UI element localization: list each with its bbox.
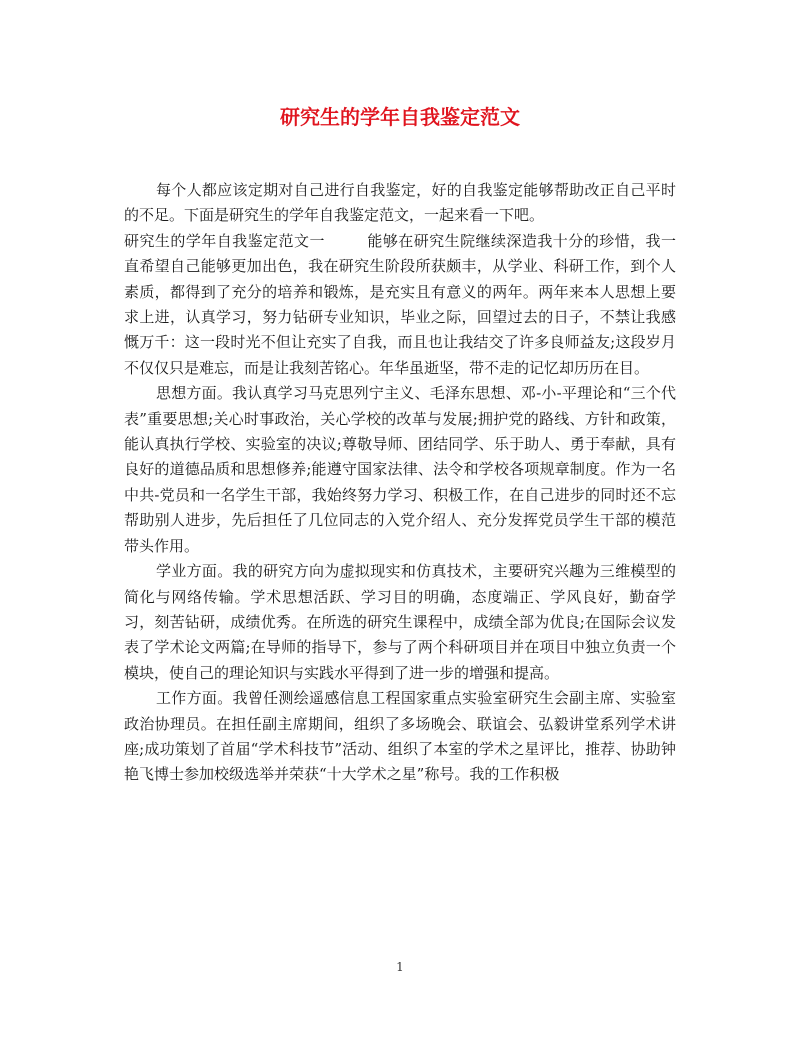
intro-paragraph: 每个人都应该定期对自己进行自我鉴定，好的自我鉴定能够帮助改正自己平时的不足。下面是研究生的学年自我鉴定范文，一起来看一下吧。 [124, 181, 676, 225]
sample-heading: 研究生的学年自我鉴定范文一 [124, 231, 325, 250]
work-paragraph: 工作方面。我曾任测绘遥感信息工程国家重点实验室研究生会副主席、实验室政治协理员。在担任副主席期间，组织了多场晚会、联谊会、弘毅讲堂系列学术讲座;成功策划了首届“学术科技节”活动、组织了本室的学术之星评比，推荐、协助钟艳飞博士参加校级选举并荣获“十大学术之星”称号。我的工作积极 [124, 689, 676, 784]
document-title: 研究生的学年自我鉴定范文 [280, 105, 520, 129]
document-body [124, 178, 676, 788]
thought-paragraph: 思想方面。我认真学习马克思列宁主义、毛泽东思想、邓-小-平理论和“三个代表”重要思想;关心时事政治，关心学校的改革与发展;拥护党的路线、方针和政策，能认真执行学校、实验室的决议;尊敬导师、团结同学、乐于助人、勇于奉献，具有良好的道德品质和思想修养;能遵守国家法律、法令和学校各项规章制度。作为一名中共-党员和一名学生干部，我始终努力学习、积极工作，在自己进步的同时还不忘帮助别人进步，先后担任了几位同志的入党介绍人、充分发挥党员学生干部的模范带头作用。 [124, 384, 676, 555]
sample-text: 能够在研究生院继续深造我十分的珍惜，我一直希望自己能够更加出色，我在研究生阶段所获颇丰，从学业、科研工作，到个人素质，都得到了充分的培养和锻炼，是充实且有意义的两年。两年来本人思想上要求上进，认真学习，努力钻研专业知识，毕业之际，回望过去的日子，不禁让我感慨万千：这一段时光不但让充实了自我，而且也让我结交了许多良师益友;这段岁月不仅仅只是难忘，而是让我刻苦铭心。年华虽逝坚，带不走的记忆却历历在目。 [124, 231, 676, 377]
study-paragraph: 学业方面。我的研究方向为虚拟现实和仿真技术，主要研究兴趣为三维模型的简化与网络传输。学术思想活跃、学习目的明确，态度端正、学风良好，勤奋学习，刻苦钻研，成绩优秀。在所选的研究生课程中，成绩全部为优良;在国际会议发表了学术论文两篇;在导师的指导下，参与了两个科研项目并在项目中独立负责一个模块，使自己的理论知识与实践水平得到了进一步的增强和提高。 [124, 562, 676, 682]
sample-paragraph [124, 229, 676, 381]
page-number: 1 [396, 960, 404, 974]
